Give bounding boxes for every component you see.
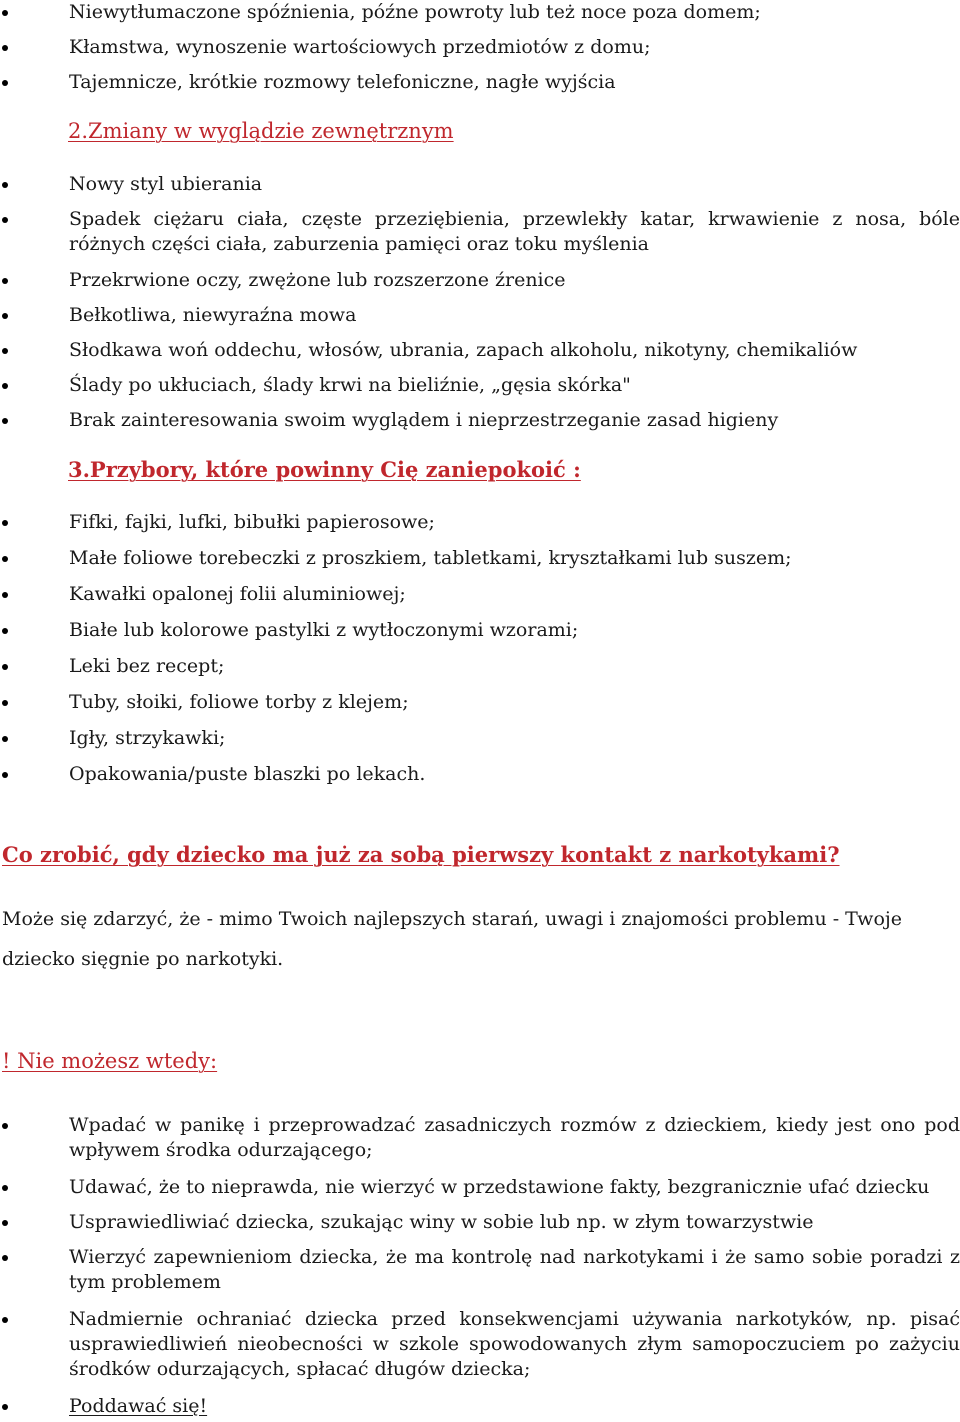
bullet-icon	[2, 1185, 8, 1191]
list-item	[0, 0, 960, 35]
signs-behavior-list	[0, 0, 960, 105]
list-item-text: Nowy styl ubierania	[69, 173, 263, 195]
list-item	[0, 1307, 960, 1394]
list-item	[0, 1175, 960, 1210]
section-heading-dont: ! Nie możesz wtedy:	[2, 1049, 218, 1073]
bullet-icon	[2, 1255, 8, 1261]
list-item-text: Leki bez recept;	[69, 655, 225, 677]
dont-list	[0, 1113, 960, 1422]
bullet-icon	[2, 592, 8, 598]
section-heading-paraphernalia: 3.Przybory, które powinny Cię zaniepokoić :	[68, 457, 581, 482]
list-item-text: Opakowania/puste blaszki po lekach.	[69, 763, 426, 785]
list-item	[0, 1113, 960, 1175]
list-item-text: Ślady po ukłuciach, ślady krwi na bieliźnie, „gęsia skórka"	[69, 374, 631, 396]
list-item-text: Udawać, że to nieprawda, nie wierzyć w przedstawione fakty, bezgranicznie ufać dziecku	[69, 1176, 930, 1198]
list-item	[0, 654, 960, 690]
bullet-icon	[2, 348, 8, 354]
bullet-icon	[2, 1404, 8, 1410]
bullet-icon	[2, 1317, 8, 1323]
list-item-text: Tuby, słoiki, foliowe torby z klejem;	[69, 691, 409, 713]
list-item-text: Nadmiernie ochraniać dziecka przed konsekwencjami używania narkotyków, np. pisać usprawiedliwień nieobecności w szkole spowodowanych złym samopoczuciem po zażyciu środków odurzających, spłacać długów dziecka;	[69, 1308, 960, 1380]
list-item-text: Słodkawa woń oddechu, włosów, ubrania, zapach alkoholu, nikotyny, chemikaliów	[69, 339, 858, 361]
section-heading-first-contact: Co zrobić, gdy dziecko ma już za sobą pierwszy kontakt z narkotykami?	[2, 842, 840, 867]
signs-appearance-list	[0, 172, 960, 443]
list-item	[0, 207, 960, 268]
list-item	[0, 510, 960, 546]
bullet-icon	[2, 383, 8, 389]
bullet-icon	[2, 520, 8, 526]
list-item	[0, 268, 960, 303]
list-item	[0, 582, 960, 618]
bullet-icon	[2, 772, 8, 778]
list-item	[0, 618, 960, 654]
list-item-text: Bełkotliwa, niewyraźna mowa	[69, 304, 357, 326]
bullet-icon	[2, 313, 8, 319]
bullet-icon	[2, 628, 8, 634]
list-item	[0, 70, 960, 105]
bullet-icon	[2, 10, 8, 16]
bullet-icon	[2, 736, 8, 742]
first-contact-paragraph: Może się zdarzyć, że - mimo Twoich najlepszych starań, uwagi i znajomości problemu - Twoje dziecko sięgnie po narkotyki.	[2, 908, 903, 970]
list-item-text: Białe lub kolorowe pastylki z wytłoczonymi wzorami;	[69, 619, 579, 641]
list-item-text: Brak zainteresowania swoim wyglądem i nieprzestrzeganie zasad higieny	[69, 409, 779, 431]
bullet-icon	[2, 1123, 8, 1129]
list-item-text: Wierzyć zapewnieniom dziecka, że ma kontrolę nad narkotykami i że samo sobie poradzi z tym problemem	[69, 1246, 960, 1293]
list-item-text: Kłamstwa, wynoszenie wartościowych przedmiotów z domu;	[69, 36, 651, 58]
list-item-text: Kawałki opalonej folii aluminiowej;	[69, 583, 406, 605]
list-item-text: Poddawać się!	[69, 1395, 208, 1417]
list-item	[0, 338, 960, 373]
list-item	[0, 373, 960, 408]
bullet-icon	[2, 556, 8, 562]
list-item-text: Niewytłumaczone spóźnienia, późne powroty lub też noce poza domem;	[69, 1, 761, 23]
list-item	[0, 1245, 960, 1307]
list-item-text: Spadek ciężaru ciała, częste przeziębienia, przewlekły katar, krwawienie z nosa, bóle różnych części ciała, zaburzenia pamięci oraz toku myślenia	[69, 208, 960, 255]
list-item	[0, 1210, 960, 1245]
section-heading-appearance: 2.Zmiany w wyglądzie zewnętrznym	[68, 119, 454, 143]
list-item-text: Tajemnicze, krótkie rozmowy telefoniczne, nagłe wyjścia	[69, 71, 616, 93]
bullet-icon	[2, 182, 8, 188]
bullet-icon	[2, 418, 8, 424]
bullet-icon	[2, 217, 8, 223]
bullet-icon	[2, 664, 8, 670]
list-item-text: Przekrwione oczy, zwężone lub rozszerzone źrenice	[69, 269, 566, 291]
list-item	[0, 726, 960, 762]
list-item-text: Fifki, fajki, lufki, bibułki papierosowe;	[69, 511, 435, 533]
list-item	[0, 546, 960, 582]
paraphernalia-list	[0, 510, 960, 798]
list-item-text: Igły, strzykawki;	[69, 727, 226, 749]
bullet-icon	[2, 700, 8, 706]
bullet-icon	[2, 80, 8, 86]
bullet-icon	[2, 1220, 8, 1226]
list-item-text: Usprawiedliwiać dziecka, szukając winy w sobie lub np. w złym towarzystwie	[69, 1211, 814, 1233]
list-item-text: Małe foliowe torebeczki z proszkiem, tabletkami, kryształkami lub suszem;	[69, 547, 792, 569]
list-item	[0, 172, 960, 207]
list-item	[0, 303, 960, 338]
bullet-icon	[2, 278, 8, 284]
list-item	[0, 762, 960, 798]
list-item	[0, 690, 960, 726]
list-item	[0, 35, 960, 70]
list-item-text: Wpadać w panikę i przeprowadzać zasadniczych rozmów z dzieckiem, kiedy jest ono pod wpływem środka odurzającego;	[69, 1114, 960, 1161]
list-item	[0, 408, 960, 443]
bullet-icon	[2, 45, 8, 51]
